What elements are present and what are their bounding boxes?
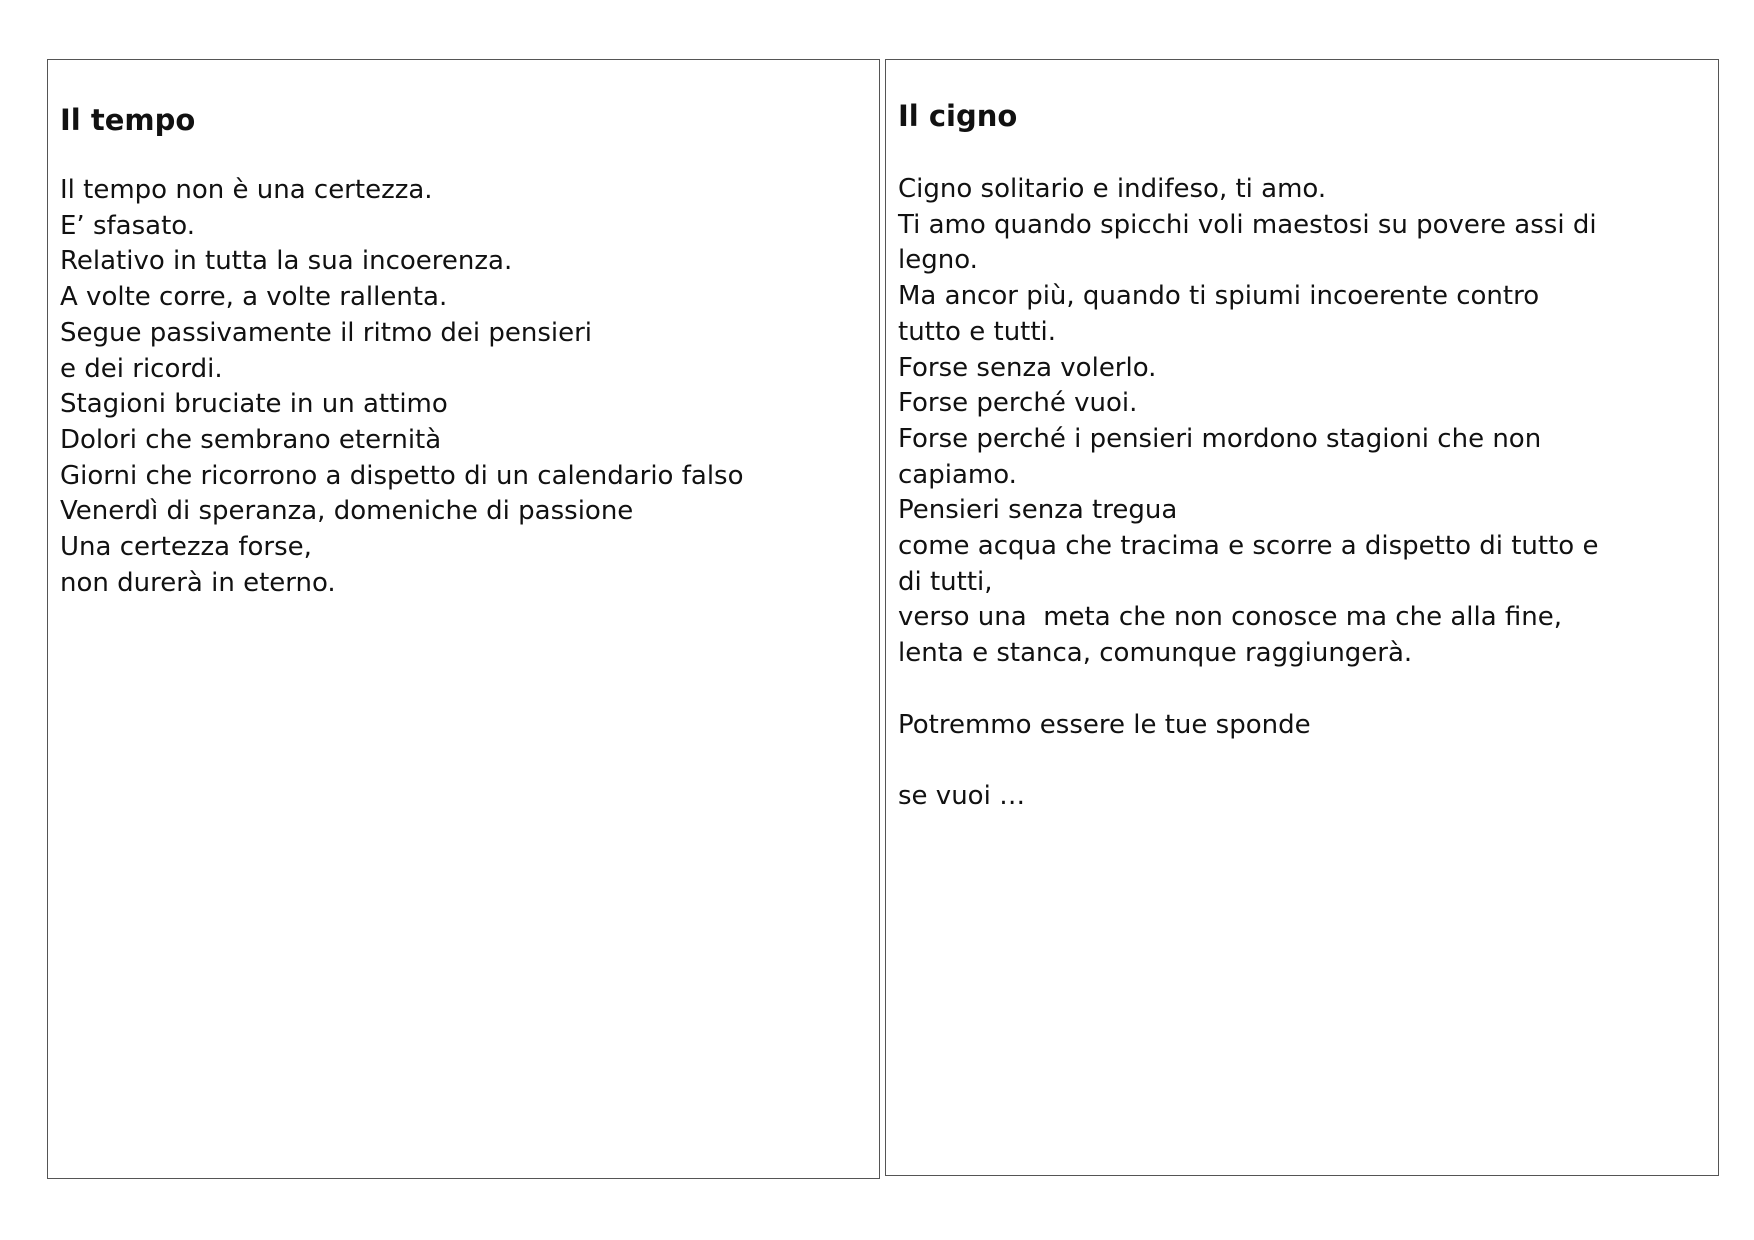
blank-line bbox=[898, 743, 1708, 779]
poem-line: Venerdì di speranza, domeniche di passione bbox=[60, 496, 634, 527]
poem-line: Una certezza forse, bbox=[60, 532, 312, 563]
poem-line: tutto e tutti. bbox=[898, 316, 1057, 347]
poem-line: Relativo in tutta la sua incoerenza. bbox=[60, 246, 513, 277]
poem-line: di tutti, bbox=[898, 566, 993, 597]
poem-line: Cigno solitario e indifeso, ti amo. bbox=[898, 174, 1327, 204]
poem-title: Il cigno bbox=[898, 99, 1018, 133]
poem-line: Ma ancor più, quando ti spiumi incoerente contro bbox=[898, 281, 1540, 312]
poem-line: Segue passivamente il ritmo dei pensieri bbox=[60, 317, 593, 348]
poem-body bbox=[898, 172, 1708, 815]
poem-line: Ti amo quando spicchi voli maestosi su povere assi di bbox=[898, 209, 1597, 240]
poem-line: Forse perché vuoi. bbox=[898, 388, 1138, 419]
poem-line: Il tempo non è una certezza. bbox=[60, 175, 433, 205]
poem-line: Giorni che ricorrono a dispetto di un calendario falso bbox=[60, 460, 744, 491]
poem-line: verso una meta che non conosce ma che alla fine, bbox=[898, 602, 1563, 633]
poem-line: Stagioni bruciate in un attimo bbox=[60, 389, 448, 420]
poem-line: Forse perché i pensieri mordono stagioni che non bbox=[898, 423, 1542, 454]
poem-line: capiamo. bbox=[898, 459, 1017, 490]
poem-card-il-cigno bbox=[885, 59, 1719, 1176]
poem-line: Forse senza volerlo. bbox=[898, 352, 1157, 383]
poem-body bbox=[60, 173, 869, 601]
poem-line: e dei ricordi. bbox=[60, 353, 223, 384]
poem-line: Pensieri senza tregua bbox=[898, 495, 1178, 526]
poem-card-il-tempo bbox=[47, 59, 880, 1179]
poem-line: Dolori che sembrano eternità bbox=[60, 424, 442, 455]
poem-line: lenta e stanca, comunque raggiungerà. bbox=[898, 638, 1413, 669]
poem-title: Il tempo bbox=[60, 103, 196, 137]
poem-line: A volte corre, a volte rallenta. bbox=[60, 282, 448, 313]
poem-line: come acqua che tracima e scorre a dispetto di tutto e bbox=[898, 531, 1599, 562]
blank-line bbox=[898, 672, 1708, 708]
poem-line: E’ sfasato. bbox=[60, 210, 195, 241]
poem-line: Potremmo essere le tue sponde bbox=[898, 709, 1311, 740]
poem-line: legno. bbox=[898, 245, 978, 276]
poem-line: non durerà in eterno. bbox=[60, 567, 336, 598]
poem-line: se vuoi … bbox=[898, 780, 1026, 811]
